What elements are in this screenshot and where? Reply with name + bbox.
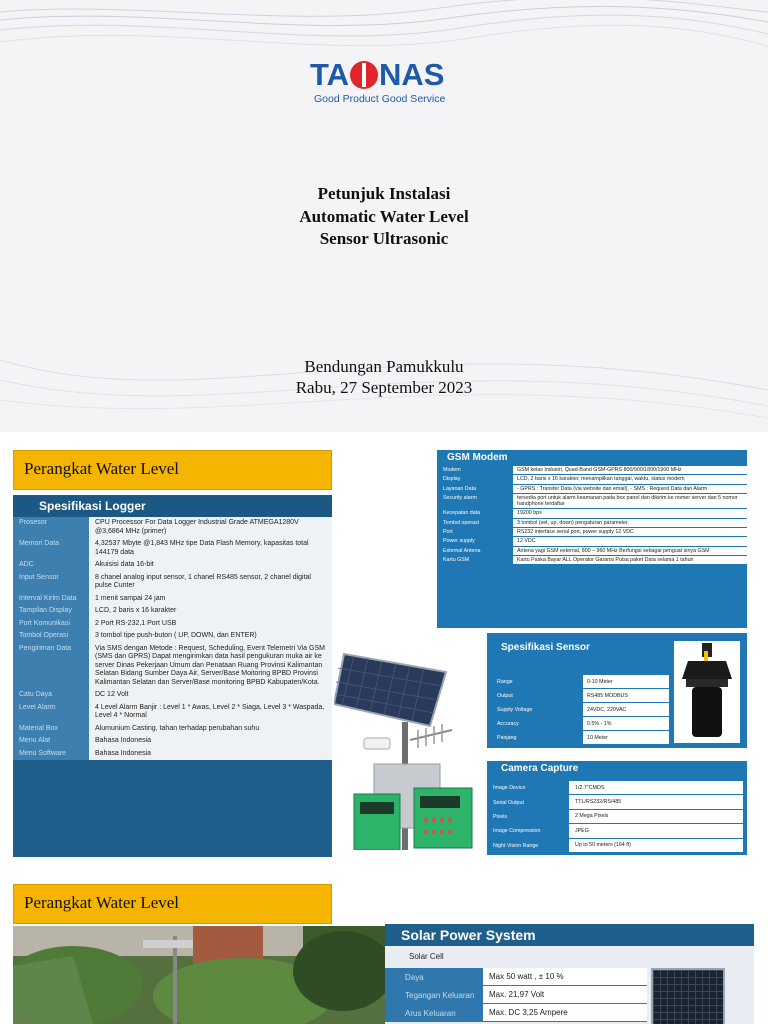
- logger-row-label: Tombol Operasi: [13, 630, 89, 643]
- logger-row-value: Akuisisi data 16-bit: [89, 559, 332, 572]
- site-photo-image: [13, 926, 385, 1024]
- camera-row-label: Pixels: [493, 813, 508, 820]
- solar-row-value: Max. 21,97 Volt: [483, 986, 647, 1004]
- water-level-device-image: [334, 642, 486, 856]
- sensor-row: [493, 675, 669, 689]
- gsm-row: [437, 466, 747, 475]
- logo-mark-icon: [350, 61, 378, 89]
- location-text: Bendungan Pamukkulu: [304, 357, 464, 376]
- solar-row-label: Tegangan Keluaran: [385, 986, 483, 1004]
- gsm-modem-title: GSM Modem: [447, 452, 508, 463]
- sensor-row-value: RS485 MODBUS: [583, 689, 669, 703]
- section-tag-2: Perangkat Water Level: [13, 884, 332, 924]
- sensor-row-label: Range: [497, 679, 513, 685]
- sensor-spec-title: Spesifikasi Sensor: [501, 642, 590, 653]
- solar-row-label: Daya: [385, 968, 483, 986]
- gsm-row-label: Kecepatan data: [437, 509, 513, 518]
- logger-spec-table: [13, 495, 332, 857]
- gsm-modem-table: [437, 450, 747, 628]
- logger-row-label: Catu Daya: [13, 689, 89, 702]
- slide-subtitle: [0, 356, 768, 398]
- sensor-row-value: 24VDC, 220VAC: [583, 703, 669, 717]
- camera-row: [493, 810, 743, 824]
- sensor-row-label: Supply Voltage: [497, 707, 533, 713]
- camera-row-value: JPEG: [569, 824, 743, 838]
- logger-row-label: Material Box: [13, 723, 89, 736]
- sensor-row-label: Panjang: [497, 735, 517, 741]
- logger-row: [13, 572, 332, 593]
- camera-row-label: Night Vision Range: [493, 842, 539, 849]
- camera-row-value: 2 Mega Pixels: [569, 810, 743, 824]
- logger-row: [13, 630, 332, 643]
- gsm-row: [437, 547, 747, 556]
- logger-row-value: DC 12 Volt: [89, 689, 332, 702]
- gsm-row-value: 3 tombol (set, up, down) pengaturan parameter.: [513, 519, 747, 528]
- camera-spec-table: [487, 761, 747, 855]
- logger-row-label: ADC: [13, 559, 89, 572]
- logger-row: [13, 643, 332, 690]
- gsm-row-label: External Antena: [437, 547, 513, 556]
- logger-row-label: Level Alarm: [13, 702, 89, 723]
- gsm-row: [437, 519, 747, 528]
- sensor-row-label: Output: [497, 693, 513, 699]
- logger-row-value: Via SMS dengan Metode : Request, Scheduling, Event Telemetri Via GSM (SMS dan GPRS) Dapat mengirimkan data hasil pengukuran muka air ke server Dinas Pekerjaan Umum dan Penataan Ruang Provinsi Kalimantan Selatan Bidang Sumber Daya Air, Server/Base Moitoring BPBD Provinsi Kalimantan Selatan dan Server/Base monitoring BPBD Kabupaten/Kota.: [89, 643, 332, 690]
- camera-row: [493, 824, 743, 838]
- solar-row-value: Max. DC 3,25 Ampere: [483, 1004, 647, 1022]
- device-spec-slide: [0, 432, 768, 864]
- gsm-row-label: Layanan Data: [437, 485, 513, 494]
- sensor-row: [493, 703, 669, 717]
- gsm-row: [437, 475, 747, 484]
- sensor-row-label: Accuracy: [497, 721, 519, 727]
- logger-row-label: Tampilan Display: [13, 605, 89, 618]
- logger-row: [13, 538, 332, 559]
- logger-row: [13, 559, 332, 572]
- camera-row-label: Image Compression: [493, 828, 541, 835]
- logger-row: [13, 618, 332, 631]
- logger-row: [13, 723, 332, 736]
- logger-row-value: LCD, 2 baris x 16 karakter: [89, 605, 332, 618]
- logger-row-label: Input Sensor: [13, 572, 89, 593]
- logger-row-value: 8 chanel analog input sensor, 1 chanel RS485 sensor, 2 chanel digital pulse Cunter: [89, 572, 332, 593]
- gsm-row: [437, 494, 747, 510]
- logger-row: [13, 605, 332, 618]
- sensor-row: [493, 717, 669, 731]
- logger-row-value: Alumunium Casting, tahan terhadap perubahan suhu: [89, 723, 332, 736]
- solar-power-title: Solar Power System: [385, 924, 754, 946]
- logger-row-value: 4 Level Alarm Banjir : Level 1 * Awas, Level 2 * Siaga, Level 3 * Waspada, Level 4 * Normal: [89, 702, 332, 723]
- logger-row: [13, 735, 332, 748]
- gsm-row-value: RS232 interface serial port, power supply 12 VDC: [513, 528, 747, 537]
- logger-row-label: Menu Software: [13, 748, 89, 761]
- logger-row-label: Pengiriman Data: [13, 643, 89, 690]
- gsm-row-value: GSM kelas Industri, Quad-Band GSM-GPRS 800/900/1800/1900 MHz: [513, 466, 747, 475]
- solar-panel-image: [651, 968, 725, 1024]
- slide-title: [0, 183, 768, 251]
- logger-row: [13, 689, 332, 702]
- logger-row: [13, 593, 332, 606]
- solar-row-label: Arus Keluaran: [385, 1004, 483, 1022]
- gsm-row-label: Modem: [437, 466, 513, 475]
- logger-row: [13, 748, 332, 761]
- gsm-row-label: Power supply: [437, 537, 513, 546]
- gsm-row-label: Display: [437, 475, 513, 484]
- gsm-row-value: 19200 bps: [513, 509, 747, 518]
- date-text: Rabu, 27 September 2023: [295, 378, 473, 397]
- logger-row-value: Bahasa Indonesia: [89, 735, 332, 748]
- gsm-row: [437, 556, 747, 565]
- gsm-row-label: Port: [437, 528, 513, 537]
- solar-power-table: [385, 924, 754, 1024]
- section-tag: Perangkat Water Level: [13, 450, 332, 490]
- logger-row-label: Interval Kirim Data: [13, 593, 89, 606]
- ultrasonic-sensor-image: [674, 641, 740, 743]
- gsm-row-label: Kartu GSM: [437, 556, 513, 565]
- sensor-row: [493, 731, 669, 745]
- gsm-row-value: tersedia port untuk alarm keamanan pada box panel dan dikirim ke nomer server dan 5 nomor handphone terdaftar: [513, 494, 747, 510]
- solar-cell-subtitle: Solar Cell: [409, 952, 444, 961]
- sensor-row-value: 0.5% - 1%: [583, 717, 669, 731]
- logger-row-value: Bahasa Indonesia: [89, 748, 332, 761]
- gsm-row-value: 12 VDC: [513, 537, 747, 546]
- title-line-1: Petunjuk Instalasi: [317, 184, 451, 203]
- camera-row-label: Image Device: [493, 785, 526, 792]
- logger-row: [13, 517, 332, 538]
- logger-row-label: Menu Alat: [13, 735, 89, 748]
- logger-row-value: 3 tombol tipe push-buton ( UP, DOWN, dan ENTER): [89, 630, 332, 643]
- logger-row-value: 1 menit sampai 24 jam: [89, 593, 332, 606]
- sensor-row-value: 0-10 Meter: [583, 675, 669, 689]
- solar-row-value: Max 50 watt , ± 10 %: [483, 968, 647, 986]
- logo-text-left: TA: [310, 57, 350, 92]
- gsm-row: [437, 528, 747, 537]
- camera-row-value: TTL/RS232/RS/485: [569, 795, 743, 809]
- title-slide: [0, 0, 768, 432]
- logger-row-label: Memori Data: [13, 538, 89, 559]
- camera-row-label: Serial Output: [493, 799, 524, 806]
- logger-row-value: 4,32537 Mbyte @1,843 MHz tipe Data Flash Memory, kapasitas total 144179 data: [89, 538, 332, 559]
- logo-text-right: NAS: [379, 57, 445, 92]
- gsm-row-value: Antena yagi GSM external, 800 – 960 MHz Berfungsi sebagai penguat sinya GSM: [513, 547, 747, 556]
- sensor-row-value: 10 Meter: [583, 731, 669, 745]
- sensor-spec-table: [487, 633, 747, 748]
- sensor-row: [493, 689, 669, 703]
- camera-row: [493, 795, 743, 809]
- gsm-row: [437, 485, 747, 494]
- logger-row-label: Prosesor: [13, 517, 89, 538]
- camera-spec-title: Camera Capture: [501, 763, 579, 774]
- tatonas-logo: [310, 58, 460, 110]
- gsm-row: [437, 537, 747, 546]
- camera-row: [493, 839, 743, 853]
- gsm-row-label: Security alarm: [437, 494, 513, 510]
- camera-row: [493, 781, 743, 795]
- title-line-2: Automatic Water Level: [299, 206, 469, 226]
- gsm-row-label: Tombol operasi: [437, 519, 513, 528]
- camera-row-value: 1/2.7"CMOS: [569, 781, 743, 795]
- logo-tagline: Good Product Good Service: [314, 93, 446, 105]
- title-line-3: Sensor Ultrasonic: [319, 229, 449, 248]
- logger-row-label: Port Komunikasi: [13, 618, 89, 631]
- gsm-row-value: Kartu Paska Bayar ALL Operator Garansi Pulsa paket Data selama 1 tahun: [513, 556, 747, 565]
- gsm-row: [437, 509, 747, 518]
- logger-spec-title: Spesifikasi Logger: [13, 495, 332, 517]
- gsm-row-value: - GPRS : Transfer Data (via website dan email), - SMS : Request Data dan Alarm: [513, 485, 747, 494]
- logger-row-value: CPU Processor For Data Logger Industrial Grade ATMEGA1280V @3,6864 MHz (primer): [89, 517, 332, 538]
- logger-row-value: 2 Port RS-232,1 Port USB: [89, 618, 332, 631]
- camera-row-value: Up to 50 meters (164 ft): [569, 839, 743, 853]
- device-photo-slide: [0, 864, 768, 1024]
- gsm-row-value: LCD, 2 baris x 16 karakter, menampilkan tanggal, waktu, status modem: [513, 475, 747, 484]
- logger-row: [13, 702, 332, 723]
